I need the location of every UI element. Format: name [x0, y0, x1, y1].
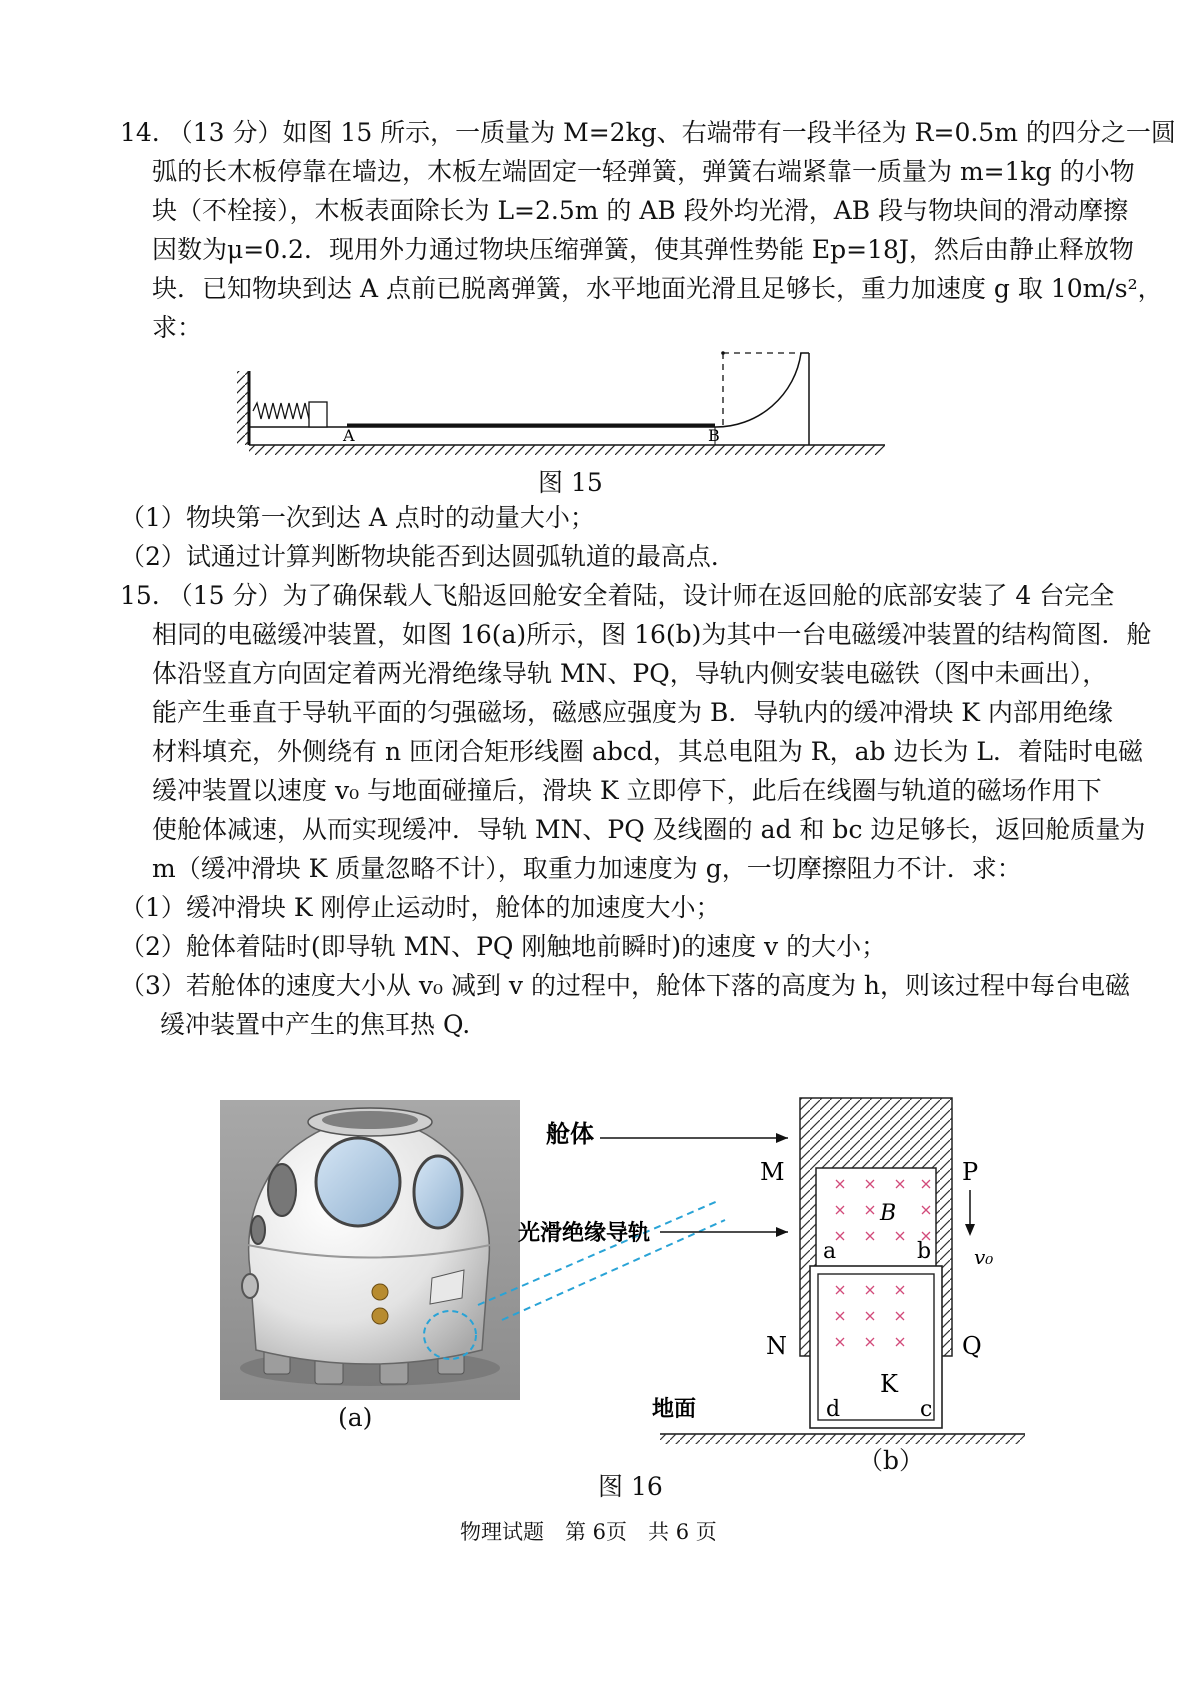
- q14-line-6: 求：: [152, 313, 203, 342]
- q15-line-4: 能产生垂直于导轨平面的匀强磁场，磁感应强度为 B．导轨内的缓冲滑块 K 内部用绝缘: [152, 698, 1113, 727]
- label-N: N: [766, 1332, 787, 1360]
- figure-15-caption: 图 15: [538, 468, 603, 497]
- label-v0: v₀: [974, 1245, 994, 1269]
- label-B: B: [708, 426, 720, 445]
- figure-16a-label: (a): [338, 1403, 373, 1432]
- q14-line-4: 因数为μ=0.2．现用外力通过物块压缩弹簧，使其弹性势能 Ep=18J，然后由静止释放物: [152, 235, 1134, 264]
- q14-line-5: 块．已知物块到达 A 点前已脱离弹簧，水平地面光滑且足够长，重力加速度 g 取 10m/s²，: [152, 274, 1163, 303]
- label-B-field: B: [880, 1201, 897, 1226]
- q15-sub-3: （3）若舱体的速度大小从 v₀ 减到 v 的过程中，舱体下落的高度为 h，则该过程中每台电磁: [120, 971, 1131, 1000]
- q15-line-2: 相同的电磁缓冲装置，如图 16(a)所示，图 16(b)为其中一台电磁缓冲装置的结构简图．舱: [152, 620, 1152, 649]
- q14-line-1: 14. （13 分）如图 15 所示，一质量为 M=2kg、右端带有一段半径为 R=0.5m 的四分之一圆: [120, 118, 1176, 147]
- q14-line-3: 块（不栓接），木板表面除长为 L=2.5m 的 AB 段外均光滑，AB 段与物块间的滑动摩擦: [152, 196, 1129, 225]
- figure-15-diagram: [235, 345, 895, 465]
- q14-line-2: 弧的长木板停靠在墙边，木板左端固定一轻弹簧，弹簧右端紧靠一质量为 m=1kg 的小物: [152, 157, 1135, 186]
- label-b: b: [917, 1239, 932, 1264]
- label-a: a: [823, 1239, 837, 1264]
- page-footer: 物理试题 第 6页 共 6 页: [460, 1520, 717, 1544]
- q15-line-3: 体沿竖直方向固定着两光滑绝缘导轨 MN、PQ，导轨内侧安装电磁铁（图中未画出），: [152, 659, 1108, 688]
- q15-sub-3-cont: 缓冲装置中产生的焦耳热 Q.: [160, 1010, 471, 1039]
- q15-line-5: 材料填充，外侧绕有 n 匝闭合矩形线圈 abcd，其总电阻为 R，ab 边长为 L．着陆时电磁: [152, 737, 1144, 766]
- label-rail: 光滑绝缘导轨: [517, 1221, 650, 1246]
- q15-line-1: 15. （15 分）为了确保载人飞船返回舱安全着陆，设计师在返回舱的底部安装了 4 台完全: [120, 581, 1115, 610]
- label-ground: 地面: [651, 1397, 696, 1422]
- label-P: P: [962, 1158, 979, 1186]
- buffer-device-diagram: [517, 1080, 1040, 1440]
- figure-16-caption: 图 16: [598, 1472, 663, 1501]
- label-d: d: [826, 1397, 841, 1422]
- q15-line-7: 使舱体减速，从而实现缓冲．导轨 MN、PQ 及线圈的 ad 和 bc 边足够长，返回舱质量为: [152, 815, 1146, 844]
- label-c: c: [920, 1397, 933, 1422]
- label-M: M: [760, 1158, 785, 1186]
- q15-sub-1: （1）缓冲滑块 K 刚停止运动时，舱体的加速度大小；: [120, 893, 721, 922]
- figure-16b-label: （b）: [858, 1446, 925, 1475]
- label-Q: Q: [962, 1332, 982, 1360]
- q15-sub-2: （2）舱体着陆时(即导轨 MN、PQ 刚触地前瞬时)的速度 v 的大小；: [120, 932, 887, 961]
- label-K: K: [880, 1370, 898, 1398]
- label-A: A: [343, 426, 355, 445]
- label-cabin: 舱体: [546, 1120, 594, 1148]
- q14-sub-2: （2）试通过计算判断物块能否到达圆弧轨道的最高点．: [120, 542, 736, 571]
- q15-line-6: 缓冲装置以速度 v₀ 与地面碰撞后，滑块 K 立即停下，此后在线圈与轨道的磁场作用下: [152, 776, 1102, 805]
- q14-sub-1: （1）物块第一次到达 A 点时的动量大小；: [120, 503, 595, 532]
- q15-line-8: m（缓冲滑块 K 质量忽略不计），取重力加速度为 g，一切摩擦阻力不计．求：: [152, 854, 1022, 883]
